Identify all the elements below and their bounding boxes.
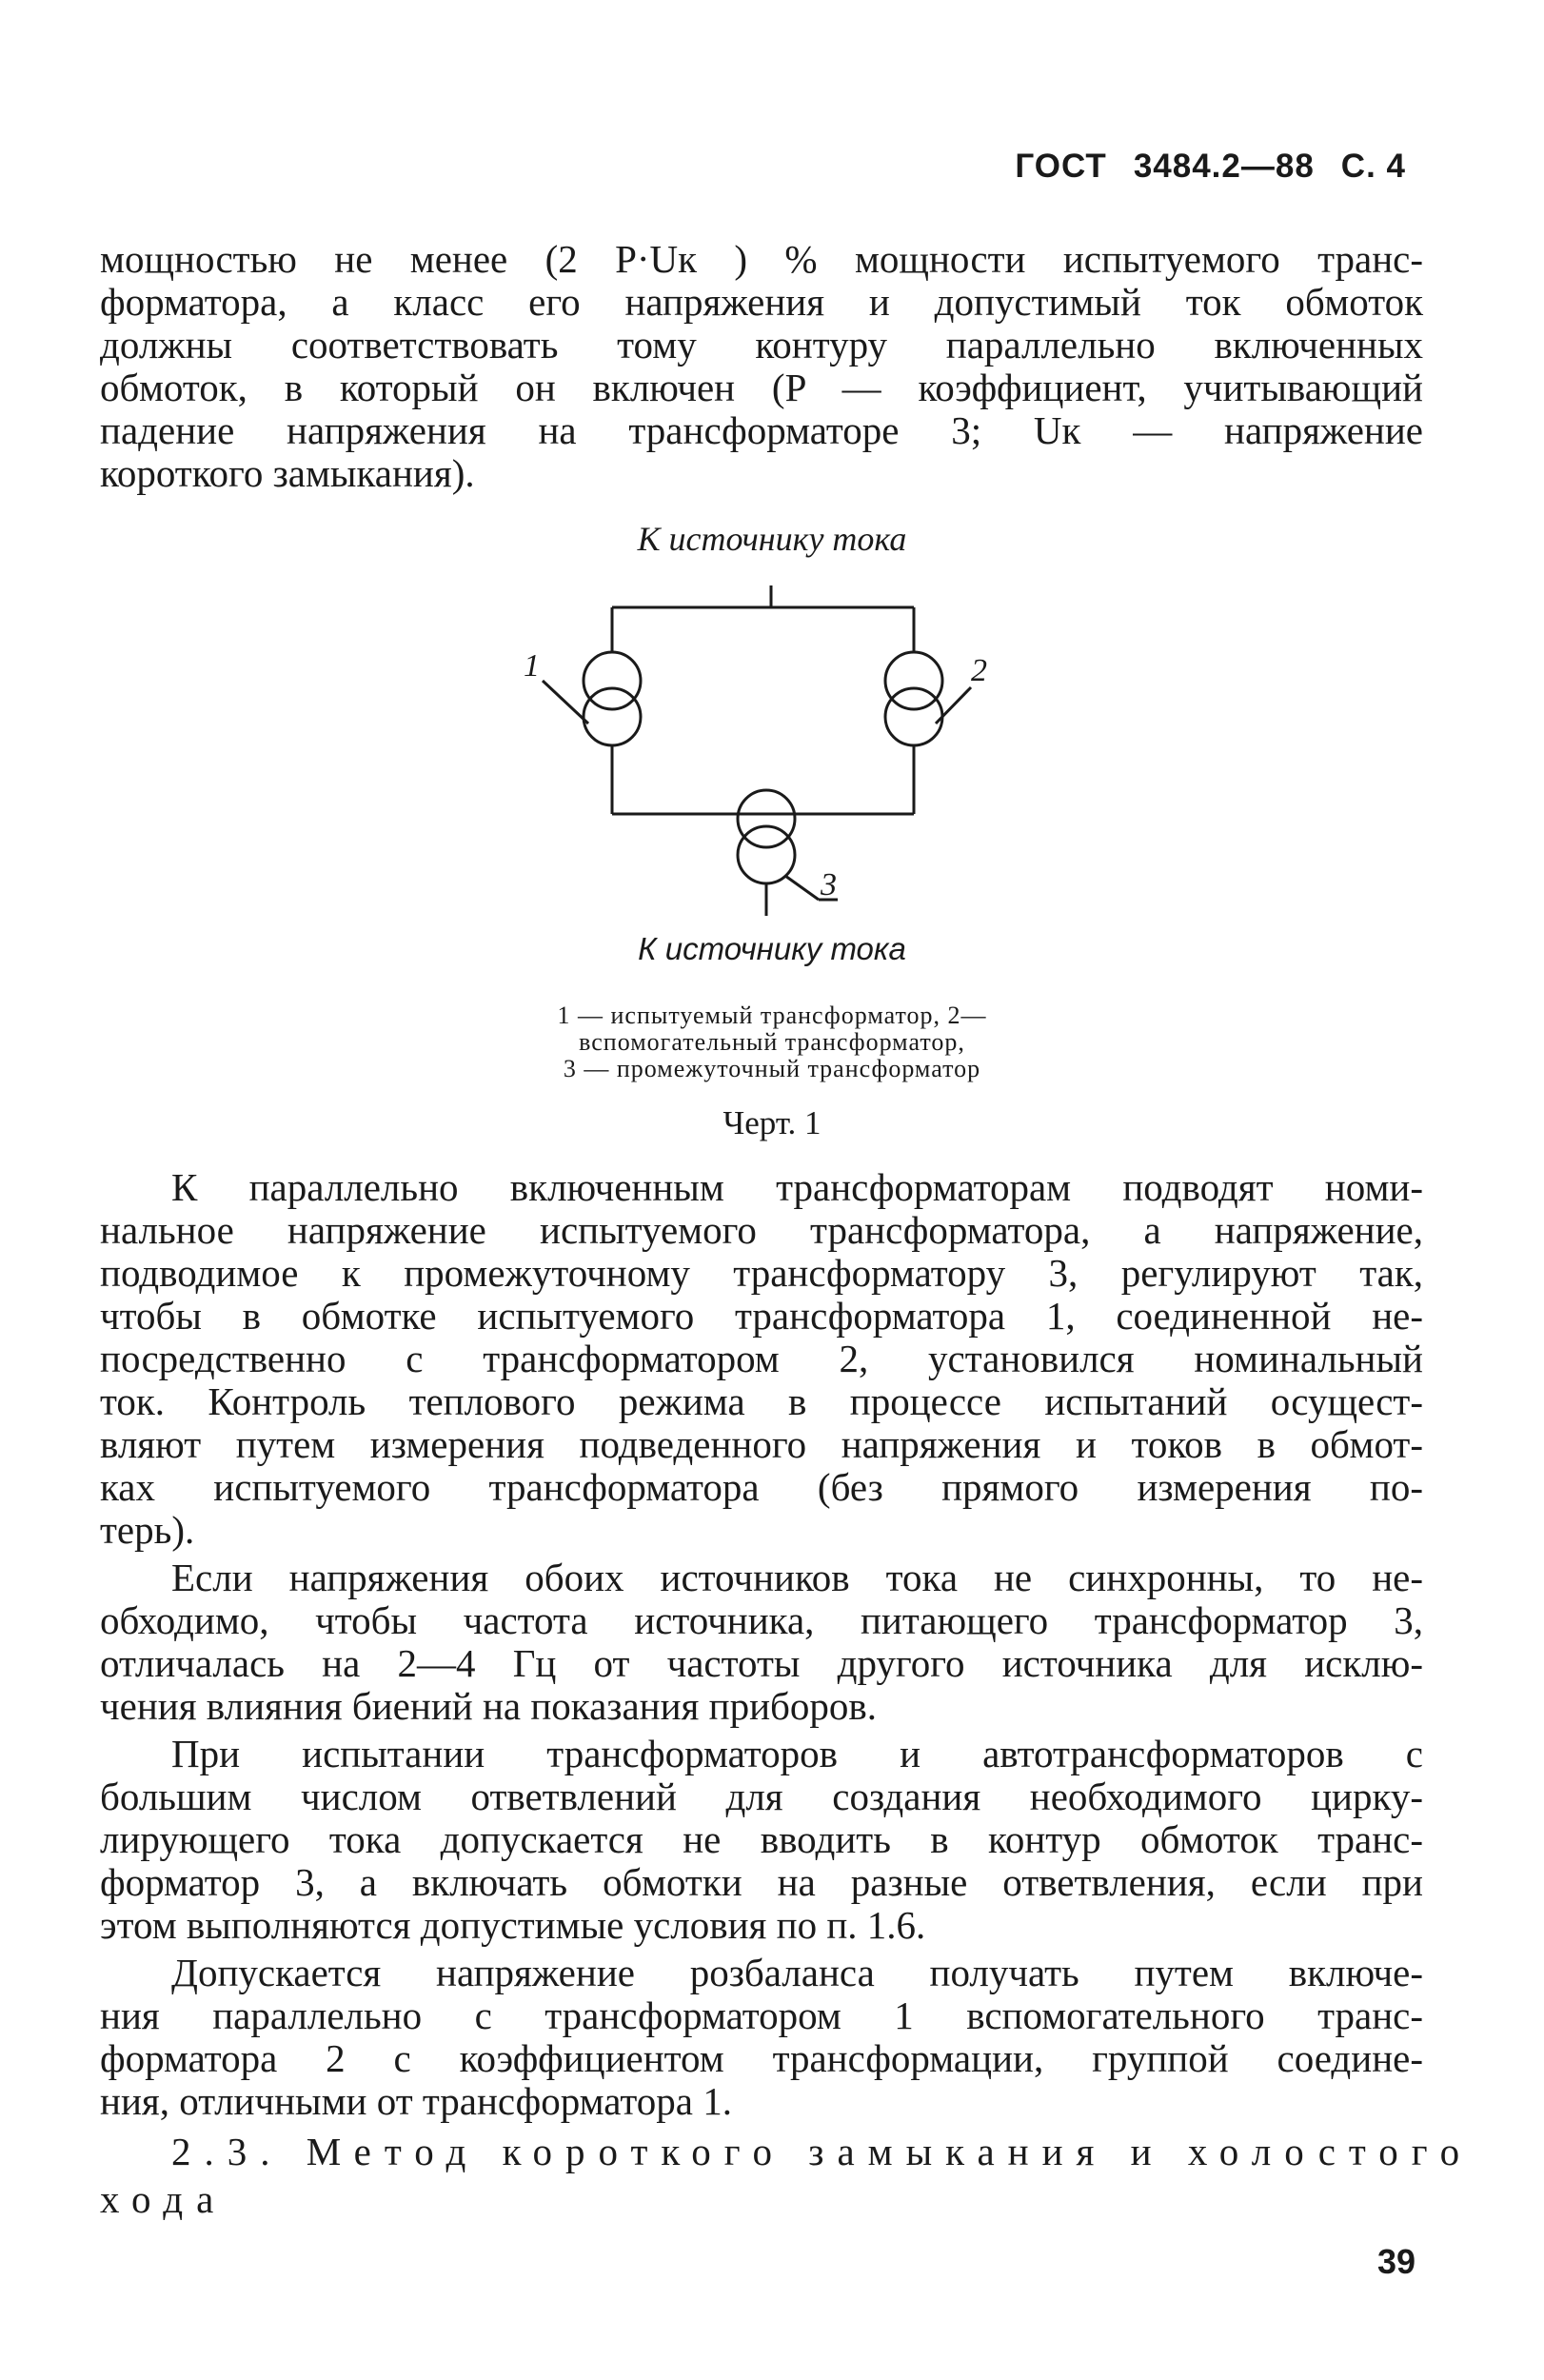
section-heading-line-1: 2.3. Метод короткого замыкания и холостого: [171, 2130, 1474, 2173]
text-line: большим числом ответвлений для создания необходимого цирку-: [100, 1775, 1423, 1818]
circuit-diagram: [476, 562, 1047, 981]
text-line: короткого замыкания).: [100, 451, 475, 495]
text-line: обходимо, чтобы частота источника, питающего трансформатор 3,: [100, 1598, 1423, 1642]
section-heading: [100, 2128, 1474, 2223]
text-line: чения влияния биений на показания приборов.: [100, 1684, 878, 1728]
diagram-label-3: 3: [821, 867, 837, 902]
text-line: должны соответствовать тому контуру параллельно включенных: [100, 323, 1423, 367]
leader-3: [785, 876, 819, 900]
text-line: форматор 3, а включать обмотки на разные ответвления, если при: [100, 1860, 1423, 1904]
paragraph-3: [100, 1733, 1423, 1947]
text-line: ния, отличными от трансформатора 1.: [100, 2079, 732, 2123]
paragraph-4: [100, 1952, 1423, 2123]
text-line: Допускается напряжение розбаланса получать путем включе-: [171, 1951, 1423, 1994]
transformer-3-winding-a: [738, 790, 795, 847]
transformer-2-winding-a: [885, 652, 942, 709]
legend-line: 3 — промежуточный трансформатор: [563, 1055, 981, 1082]
text-line: вляют путем измерения подведенного напряжения и токов в обмот-: [100, 1422, 1423, 1466]
paragraph-2: [100, 1557, 1423, 1728]
figure-caption-bottom: К источнику тока: [638, 931, 906, 966]
text-line: ток. Контроль теплового режима в процессе испытаний осущест-: [100, 1379, 1423, 1423]
section-heading-line-2: хода: [100, 2177, 228, 2221]
transformer-1-winding-a: [584, 652, 641, 709]
transformer-2-winding-b: [885, 688, 942, 745]
legend-line: 1 — испытуемый трансформатор, 2—: [557, 1002, 987, 1029]
text-line: форматора, а класс его напряжения и допустимый ток обмоток: [100, 280, 1423, 324]
text-line: этом выполняются допустимые условия по п. 1.6.: [100, 1903, 926, 1947]
text-line: посредственно с трансформатором 2, установился номинальный: [100, 1337, 1423, 1380]
figure-title: Черт. 1: [723, 1104, 821, 1141]
text-line: обмоток, в который он включен (P — коэффициент, учитывающий: [100, 366, 1423, 409]
transformer-1-winding-b: [584, 688, 641, 745]
diagram-label-1: 1: [524, 648, 540, 684]
text-line: К параллельно включенным трансформаторам подводят номи-: [171, 1165, 1423, 1209]
figure-caption-top: К источнику тока: [637, 520, 907, 558]
text-line: форматора 2 с коэффициентом трансформации, группой соедине-: [100, 2036, 1423, 2080]
paragraph-1: [100, 1166, 1423, 1552]
standard-label: ГОСТ: [1015, 148, 1107, 185]
page-label: С. 4: [1340, 148, 1406, 185]
text-line: Если напряжения обоих источников тока не синхронны, то не-: [171, 1556, 1423, 1599]
text-line: подводимое к промежуточному трансформатору 3, регулируют так,: [100, 1251, 1423, 1295]
intro-paragraph: [100, 238, 1423, 495]
text-line: падение напряжения на трансформаторе 3; Uк — напряжение: [100, 408, 1423, 452]
standard-number: 3484.2—88: [1133, 148, 1315, 185]
text-line: отличалась на 2—4 Гц от частоты другого источника для исклю-: [100, 1641, 1423, 1685]
page-number: 39: [1376, 2242, 1415, 2281]
text-line: ках испытуемого трансформатора (без прямого измерения по-: [100, 1465, 1423, 1509]
diagram-label-2: 2: [971, 653, 987, 688]
text-line: терь).: [100, 1508, 195, 1552]
text-line: мощностью не менее (2 P·Uк ) % мощности испытуемого транс-: [100, 237, 1423, 281]
page-header: [1015, 148, 1406, 186]
text-line: При испытании трансформаторов и автотрансформаторов с: [171, 1732, 1423, 1775]
leader-1: [543, 681, 588, 724]
text-line: нальное напряжение испытуемого трансформатора, а напряжение,: [100, 1208, 1423, 1252]
figure-legend: [0, 1002, 1544, 1082]
text-line: ния параллельно с трансформатором 1 вспомогательного транс-: [100, 1993, 1423, 2037]
text-line: чтобы в обмотке испытуемого трансформатора 1, соединенной не-: [100, 1294, 1423, 1338]
text-line: лирующего тока допускается не вводить в контур обмоток транс-: [100, 1817, 1423, 1861]
legend-line: вспомогательный трансформатор,: [579, 1028, 965, 1056]
